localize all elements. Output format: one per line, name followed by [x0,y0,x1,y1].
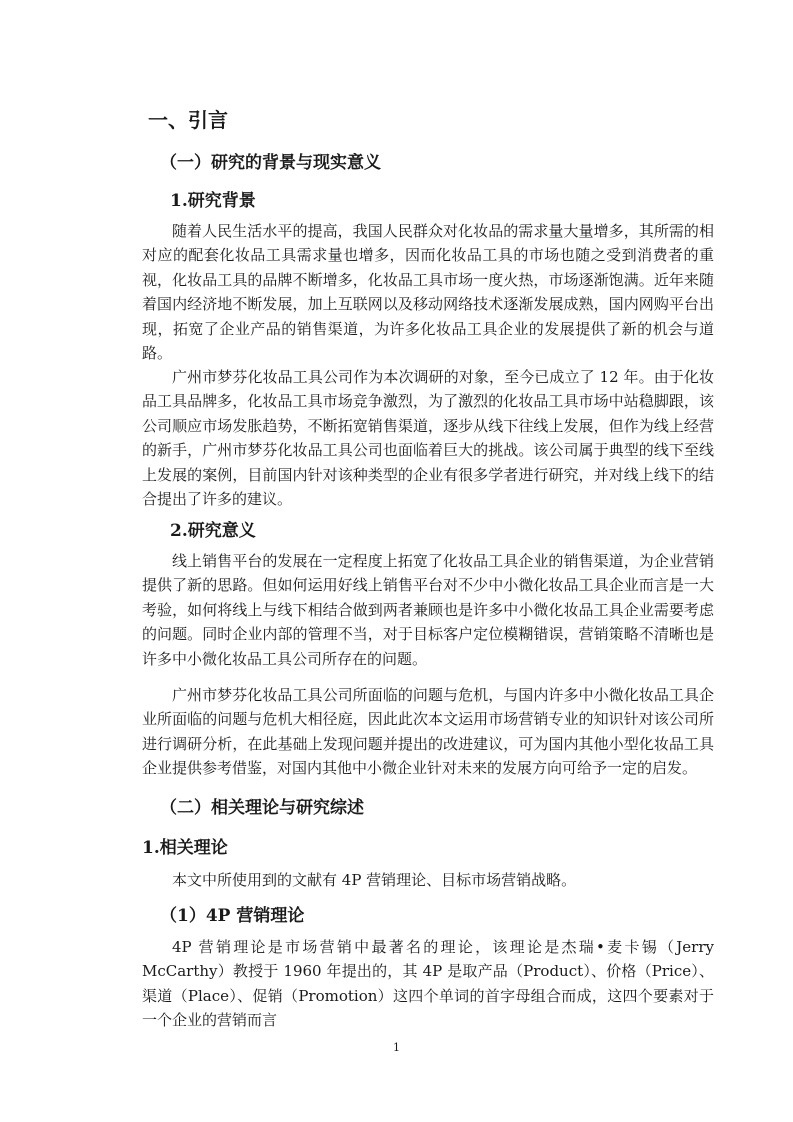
subsection-heading-related-theory: 1.相关理论 [142,838,228,858]
subsection-heading-research-significance: 2.研究意义 [170,521,256,541]
subsection-heading-research-background: 1.研究背景 [170,191,256,211]
paragraph-4p-theory: 4P 营销理论是市场营销中最著名的理论，该理论是杰瑞•麦卡锡（Jerry McCarthy）教授于 1960 年提出的，其 4P 是取产品（Product）、价格（Price）、渠道（Place）、促销（Promotion）这四个单词的首字母组合而成，这四个要素对于一个企业的营销而言 [142,938,714,1030]
subsubsection-heading-4p-theory: （1）4P 营销理论 [160,906,305,926]
paragraph-related-theory-intro: 本文中所使用到的文献有 4P 营销理论、目标市场营销战略。 [172,871,577,889]
chapter-heading: 一、引言 [148,108,228,132]
paragraph-significance-1: 线上销售平台的发展在一定程度上拓宽了化妆品工具企业的销售渠道，为企业营销提供了新的思路。但如何运用好线上销售平台对不少中小微化妆品工具企业而言是一大考验，如何将线上与线下相结合做到两者兼顾也是许多中小微化妆品工具企业需要考虑的问题。同时企业内部的管理不当，对于目标客户定位模糊错误，营销策略不清晰也是许多中小微化妆品工具公司所存在的问题。 [142,552,714,668]
paragraph-significance-2: 广州市梦芬化妆品工具公司所面临的问题与危机，与国内许多中小微化妆品工具企业所面临的问题与危机大相径庭，因此此次本文运用市场营销专业的知识针对该公司所进行调研分析，在此基础上发现问题并提出的改进建议，可为国内其他小型化妆品工具企业提供参考借鉴，对国内其他中小微企业针对未来的发展方向可给予一定的启发。 [142,686,714,778]
page-number: 1 [393,1041,400,1054]
section-heading-related-theory: （二）相关理论与研究综述 [160,798,364,818]
paragraph-background-1: 随着人民生活水平的提高，我国人民群众对化妆品的需求量大量增多，其所需的相对应的配套化妆品工具需求量也增多，因而化妆品工具的市场也随之受到消费者的重视，化妆品工具的品牌不断增多，化妆品工具市场一度火热，市场逐渐饱满。近年来随着国内经济地不断发展，加上互联网以及移动网络技术逐渐发展成熟，国内网购平台出现，拓宽了企业产品的销售渠道，为许多化妆品工具企业的发展提供了新的机会与道路。 [142,222,714,363]
paragraph-background-2: 广州市梦芬化妆品工具公司作为本次调研的对象，至今已成立了 12 年。由于化妆品工具品牌多，化妆品工具市场竞争激烈，为了激烈的化妆品工具市场中站稳脚跟，该公司顺应市场发胀趋势，不断拓宽销售渠道，逐步从线下往线上发展，但作为线上经营的新手，广州市梦芬化妆品工具公司也面临着巨大的挑战。该公司属于典型的线下至线上发展的案例，目前国内针对该种类型的企业有很多学者进行研究，并对线上线下的结合提出了许多的建议。 [142,368,714,509]
section-heading-background: （一）研究的背景与现实意义 [160,153,381,173]
